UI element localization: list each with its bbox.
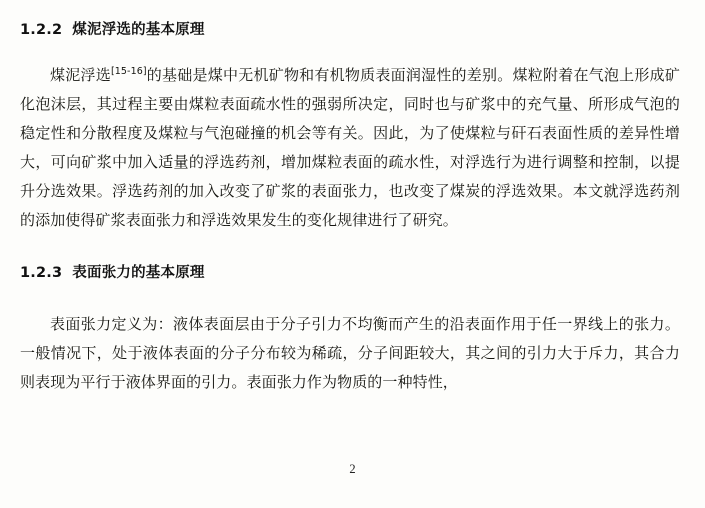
page-content <box>20 18 680 397</box>
paragraph-122 <box>20 61 680 235</box>
spacer <box>20 45 680 61</box>
section-heading-122 <box>20 18 680 39</box>
spacer <box>20 235 680 261</box>
section-title: 表面张力的基本原理 <box>72 265 205 281</box>
spacer <box>20 288 680 310</box>
paragraph-body-text: 的基础是煤中无机矿物和有机物质表面润湿性的差别。煤粒附着在气泡上形成矿化泡沫层，其过程主要由煤粒表面疏水性的强弱所决定，同时也与矿浆中的充气量、所形成气泡的稳定性和分散程度及煤粒与气泡碰撞的机会等有关。因此，为了使煤粒与矸石表面性质的差异性增大，可向矿浆中加入适量的浮选药剂，增加煤粒表面的疏水性，对浮选行为进行调整和控制，以提升分选效果。浮选药剂的加入改变了矿浆的表面张力，也改变了煤炭的浮选效果。本文就浮选药剂的添加使得矿浆表面张力和浮选效果发生的变化规律进行了研究。 <box>20 66 680 229</box>
section-number: 1.2.2 <box>20 22 63 38</box>
section-heading-123 <box>20 261 680 282</box>
page-number: 2 <box>349 462 356 476</box>
section-title: 煤泥浮选的基本原理 <box>72 22 205 38</box>
citation-reference: [15-16] <box>110 66 147 77</box>
section-number: 1.2.3 <box>20 265 63 281</box>
paragraph-123: 表面张力定义为：液体表面层由于分子引力不均衡而产生的沿表面作用于任一界线上的张力。一般情况下，处于液体表面的分子分布较为稀疏，分子间距较大，其之间的引力大于斥力，其合力则表现为平行于液体界面的引力。表面张力作为物质的一种特性， <box>20 315 680 391</box>
paragraph-lead-text: 煤泥浮选 <box>50 66 111 84</box>
